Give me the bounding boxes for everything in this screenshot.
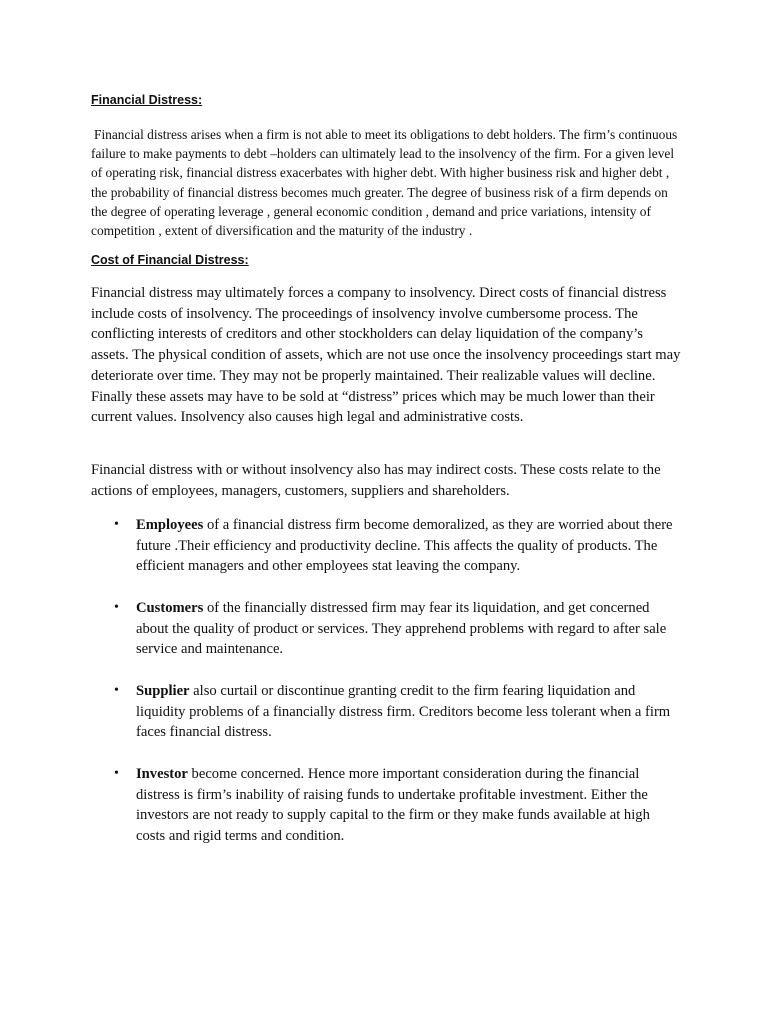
bullet-icon: •	[114, 600, 119, 615]
list-item-term: Supplier	[136, 683, 190, 699]
heading-financial-distress: Financial Distress:	[91, 93, 203, 107]
list-item-text	[136, 681, 682, 743]
list-item-description: become concerned. Hence more important consideration during the financial distress is firm’s inability of raising funds to undertake profitable investment. Either the investors are not ready to supply capital to the firm or they make funds available at high costs and rigid terms and condition.	[136, 766, 650, 845]
cost-paragraph: Financial distress may ultimately forces a company to insolvency. Direct costs of financial distress include costs of insolvency. The proceedings of insolvency involve cumbersome process. The conflicting interests of creditors and other stockholders can delay liquidation of the company’s assets. The physical condition of assets, which are not use once the insolvency proceedings start may deteriorate over time. They may not be properly maintained. Their realizable values will decline. Finally these assets may have to be sold at “distress” prices which may be much lower than their current values. Insolvency also causes high legal and administrative costs.	[91, 285, 681, 426]
list-item-description: of the financially distressed firm may fear its liquidation, and get concerned about the quality of product or services. They apprehend problems with regard to after sale service and maintenance.	[136, 600, 667, 658]
list-item-term: Investor	[136, 766, 188, 782]
bullet-icon: •	[114, 517, 119, 532]
list-item-text	[136, 764, 682, 847]
bullet-icon: •	[114, 766, 119, 781]
list-item-term: Customers	[136, 600, 204, 616]
list-item-description: also curtail or discontinue granting credit to the firm fearing liquidation and liquidity problems of a financially distress firm. Creditors become less tolerant when a firm faces financial distress.	[136, 683, 671, 741]
bullet-icon: •	[114, 683, 119, 698]
list-item-text	[136, 515, 682, 577]
heading-cost-of-financial-distress: Cost of Financial Distress:	[91, 253, 249, 267]
intro-paragraph: Financial distress arises when a firm is not able to meet its obligations to debt holders. The firm’s continuous failure to make payments to debt –holders can ultimately lead to the insolvency of the firm. For a given level of operating risk, financial distress exacerbates with higher debt. With higher business risk and higher debt , the probability of financial distress becomes much greater. The degree of business risk of a firm depends on the degree of operating leverage , general economic condition , demand and price variations, intensity of competition , extent of diversification and the maturity of the industry .	[91, 127, 678, 239]
list-item-text	[136, 598, 682, 660]
list-item-term: Employees	[136, 517, 204, 533]
list-item-description: of a financial distress firm become demoralized, as they are worried about there future .Their efficiency and productivity decline. This affects the quality of products. The efficient managers and other employees stat leaving the company.	[136, 517, 673, 575]
indirect-costs-paragraph: Financial distress with or without insolvency also has may indirect costs. These costs relate to the actions of employees, managers, customers, suppliers and shareholders.	[91, 462, 661, 499]
